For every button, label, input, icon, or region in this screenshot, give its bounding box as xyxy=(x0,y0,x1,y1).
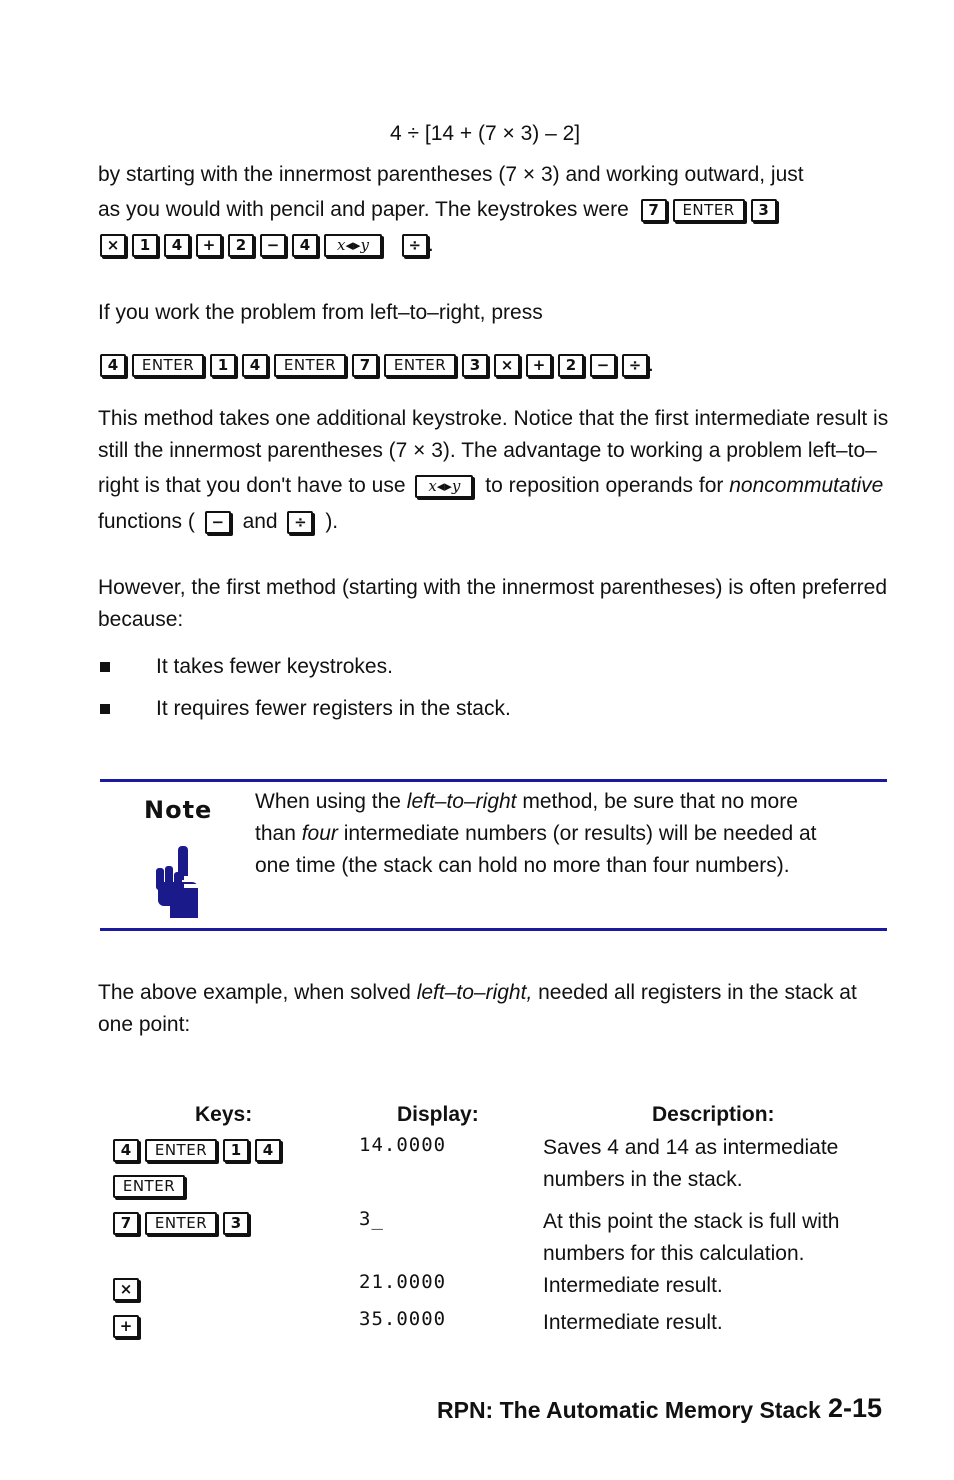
paragraph-2: If you work the problem from left–to–right, press xyxy=(98,301,543,324)
key-times: × xyxy=(113,1278,139,1301)
table-row-2-desc-1: At this point the stack is full with xyxy=(543,1210,840,1233)
key-divide: ÷ xyxy=(287,511,313,534)
table-row-3-display: 21.0000 xyxy=(359,1271,447,1293)
paragraph-1-line-2-text: as you would with pencil and paper. The keystrokes were xyxy=(98,198,629,221)
paragraph-5-line-1a: The above example, when solved xyxy=(98,981,411,1004)
key-plus: + xyxy=(526,354,552,377)
keystroke-sequence-1: × 1 4 + 2 − 4 x◂▸y ÷ . xyxy=(100,229,434,261)
note-line-3: one time (the stack can hold no more than four numbers). xyxy=(255,854,790,877)
key-4: 4 xyxy=(164,234,190,257)
key-4: 4 xyxy=(292,234,318,257)
keystroke-sequence-2: 4 ENTER 1 4 ENTER 7 ENTER 3 × + 2 − ÷ . xyxy=(100,349,654,381)
bullet-item-1: It takes fewer keystrokes. xyxy=(156,655,393,678)
paragraph-3-line-3b: to reposition operands for xyxy=(485,474,724,497)
key-4: 4 xyxy=(113,1139,139,1162)
paragraph-5-line-2: one point: xyxy=(98,1013,191,1036)
table-row-1-desc-1: Saves 4 and 14 as intermediate xyxy=(543,1136,839,1159)
table-row-2-display: 3_ xyxy=(359,1208,384,1230)
paragraph-3-line-4b: and xyxy=(242,510,278,533)
bullet-item-2: It requires fewer registers in the stack. xyxy=(156,697,511,720)
paragraph-4-line-2: because: xyxy=(98,608,184,631)
note-line-2c: intermediate numbers (or results) will be needed at xyxy=(343,822,817,845)
paragraph-5-line-1c: needed all registers in the stack at xyxy=(538,981,857,1004)
key-1: 1 xyxy=(132,234,158,257)
paragraph-3-line-4 xyxy=(98,506,338,538)
key-swap: x◂▸y xyxy=(415,475,473,498)
key-4: 4 xyxy=(100,354,126,377)
key-minus: − xyxy=(205,511,231,534)
key-1: 1 xyxy=(210,354,236,377)
note-bottom-rule xyxy=(100,928,887,931)
key-2: 2 xyxy=(228,234,254,257)
key-plus: + xyxy=(196,234,222,257)
table-row-1-desc-2: numbers in the stack. xyxy=(543,1168,743,1191)
key-3: 3 xyxy=(751,199,777,222)
paragraph-3-line-1: This method takes one additional keystroke. Notice that the first intermediate result is xyxy=(98,407,889,430)
paragraph-5-line-1b: left–to–right, xyxy=(416,981,533,1004)
bullet-marker xyxy=(100,704,110,714)
table-row-3-desc: Intermediate result. xyxy=(543,1274,723,1297)
table-header-display: Display: xyxy=(397,1103,479,1126)
paragraph-1-line-1: by starting with the innermost parentheses (7 × 3) and working outward, just xyxy=(98,163,804,186)
table-row-4-display: 35.0000 xyxy=(359,1308,447,1330)
table-row-1-keys xyxy=(113,1134,287,1166)
key-3: 3 xyxy=(223,1212,249,1235)
key-minus: − xyxy=(260,234,286,257)
footer-title: RPN: The Automatic Memory Stack xyxy=(437,1397,821,1423)
note-line-2b: four xyxy=(301,822,338,845)
key-enter: ENTER xyxy=(132,354,204,377)
paragraph-1-line-2 xyxy=(98,194,783,226)
paragraph-3-line-4a: functions ( xyxy=(98,510,195,533)
key-divide: ÷ xyxy=(622,354,648,377)
key-enter: ENTER xyxy=(673,199,745,222)
key-7: 7 xyxy=(352,354,378,377)
key-enter: ENTER xyxy=(145,1139,217,1162)
key-plus: + xyxy=(113,1315,139,1338)
page-number: 2-15 xyxy=(828,1393,883,1423)
note-top-rule xyxy=(100,779,887,782)
paragraph-5-line-1 xyxy=(98,977,857,1009)
table-header-keys: Keys: xyxy=(195,1103,253,1126)
note-line-2 xyxy=(255,818,816,850)
key-7: 7 xyxy=(113,1212,139,1235)
note-line-1c: method, be sure that no more xyxy=(522,790,798,813)
paragraph-4-line-1: However, the first method (starting with the innermost parentheses) is often preferred xyxy=(98,576,888,599)
note-label: Note xyxy=(144,796,213,824)
key-divide: ÷ xyxy=(402,234,428,257)
note-line-1a: When using the xyxy=(255,790,401,813)
key-4: 4 xyxy=(242,354,268,377)
table-row-1-display: 14.0000 xyxy=(359,1134,447,1156)
paragraph-3-line-2: still the innermost parentheses (7 × 3). The advantage to working a problem left–to– xyxy=(98,439,877,462)
key-3: 3 xyxy=(462,354,488,377)
note-line-1b: left–to–right xyxy=(406,790,517,813)
note-line-2a: than xyxy=(255,822,296,845)
key-enter: ENTER xyxy=(113,1175,185,1198)
key-times: × xyxy=(494,354,520,377)
paragraph-3-line-3a: right is that you don't have to use xyxy=(98,474,406,497)
bullet-marker xyxy=(100,662,110,672)
key-enter: ENTER xyxy=(274,354,346,377)
pointing-hand-icon xyxy=(152,846,202,923)
table-row-2-keys xyxy=(113,1207,255,1239)
paragraph-3-line-3 xyxy=(98,470,883,502)
equation: 4 ÷ [14 + (7 × 3) – 2] xyxy=(390,122,581,145)
table-row-3-keys xyxy=(113,1273,145,1305)
key-times: × xyxy=(100,234,126,257)
key-1: 1 xyxy=(223,1139,249,1162)
key-4: 4 xyxy=(255,1139,281,1162)
key-minus: − xyxy=(590,354,616,377)
table-row-1-keys-cont xyxy=(113,1170,191,1202)
key-7: 7 xyxy=(641,199,667,222)
note-line-1 xyxy=(255,786,798,818)
key-swap: x◂▸y xyxy=(324,234,382,257)
key-enter: ENTER xyxy=(145,1212,217,1235)
key-enter: ENTER xyxy=(384,354,456,377)
key-2: 2 xyxy=(558,354,584,377)
paragraph-3-line-3c: noncommutative xyxy=(729,474,884,497)
paragraph-3-line-4c: ). xyxy=(325,510,339,533)
table-row-4-desc: Intermediate result. xyxy=(543,1311,723,1334)
table-row-2-desc-2: numbers for this calculation. xyxy=(543,1242,805,1265)
table-row-4-keys xyxy=(113,1310,145,1342)
table-header-description: Description: xyxy=(652,1103,775,1126)
